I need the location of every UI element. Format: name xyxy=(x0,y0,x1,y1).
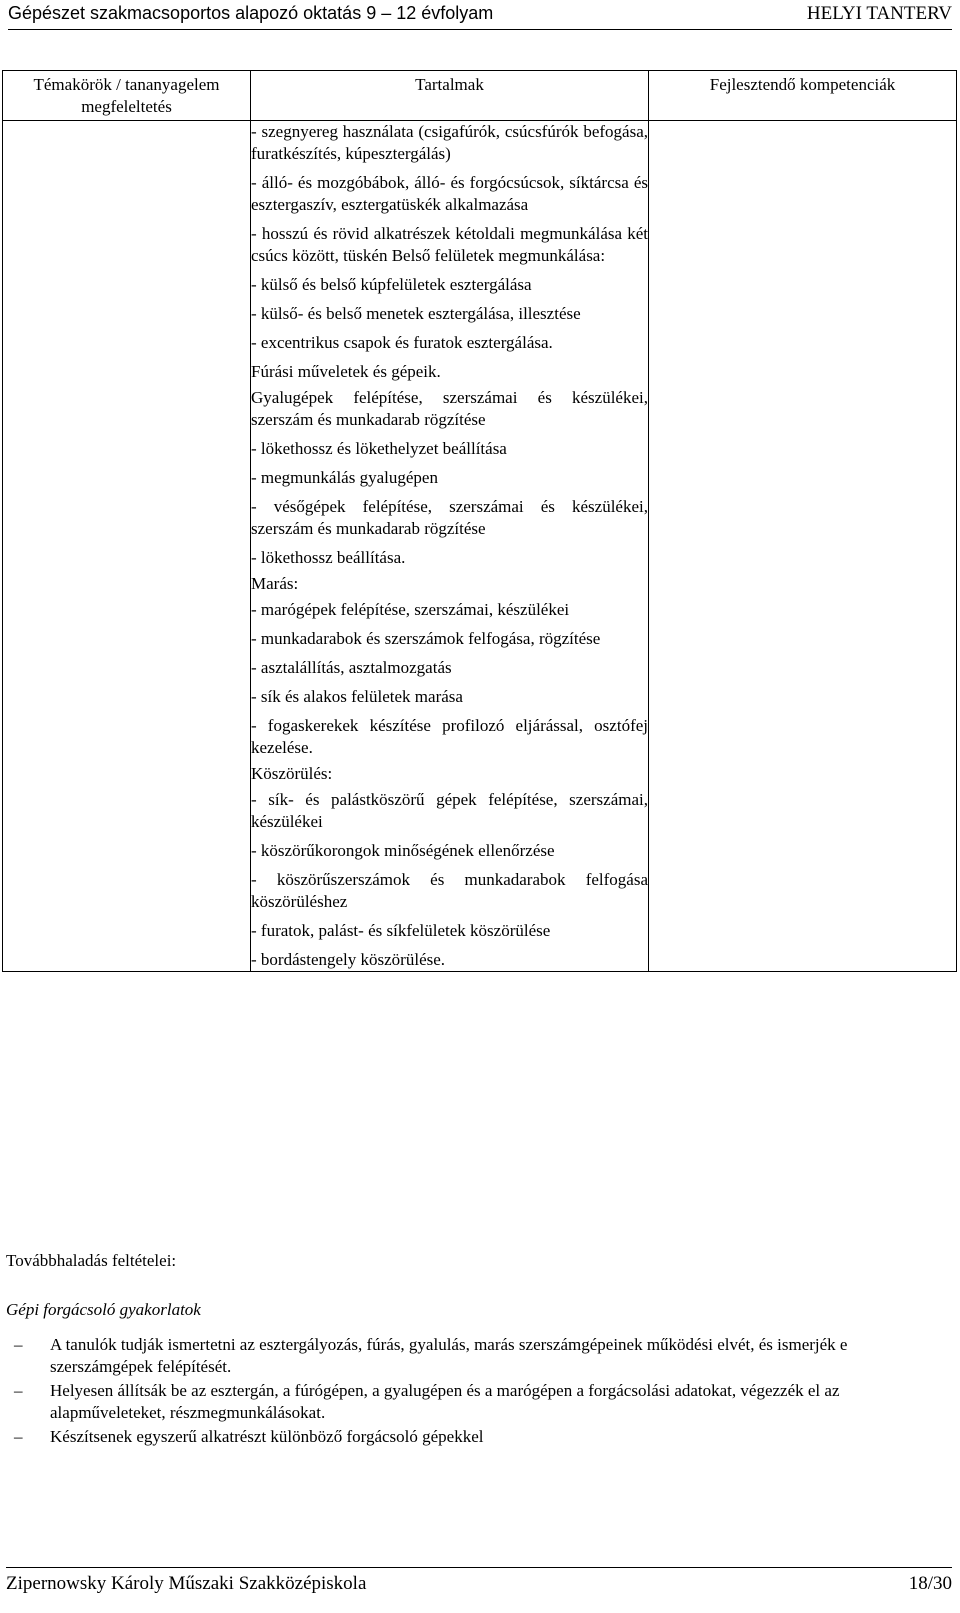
list-item: - asztalállítás, asztalmozgatás xyxy=(251,658,452,677)
list-item: - megmunkálás gyalugépen xyxy=(251,468,438,487)
dash-bullet-icon: – xyxy=(14,1427,23,1446)
list-item: - furatok, palást- és síkfelületek köszörülése xyxy=(251,921,551,940)
column-header-topics: Témakörök / tananyagelem megfeleltetés xyxy=(3,71,251,121)
progression-requirements-title: Továbbhaladás feltételei: xyxy=(6,1251,177,1270)
list-item: - álló- és mozgóbábok, álló- és forgócsúcsok, síktárcsa és esztergaszív, esztergatüskék alkalmazása xyxy=(251,173,648,214)
list-item: - munkadarabok és szerszámok felfogása, rögzítése xyxy=(251,629,601,648)
list-item xyxy=(6,1334,946,1378)
page-header xyxy=(8,0,952,30)
column-header-competencies: Fejlesztendő kompetenciák xyxy=(649,71,957,121)
list-item: - bordástengely köszörülése. xyxy=(251,950,446,969)
curriculum-table xyxy=(2,70,957,972)
table-row xyxy=(3,121,957,972)
list-item: - hosszú és rövid alkatrészek kétoldali megmunkálása két csúcs között, tüskén Belső felületek megmunkálása: xyxy=(251,224,648,265)
list-item: - külső- és belső menetek esztergálása, illesztése xyxy=(251,304,581,323)
list-item: - fogaskerekek készítése profilozó eljárással, osztófej kezelése. xyxy=(251,716,648,757)
footer-rule xyxy=(6,1567,952,1568)
list-item: - köszörűkorongok minőségének ellenőrzése xyxy=(251,841,555,860)
topics-cell xyxy=(3,121,251,972)
list-item: - köszörűszerszámok és munkadarabok felfogása köszörüléshez xyxy=(251,870,648,911)
requirements-list xyxy=(6,1334,946,1450)
section-heading: Marás: xyxy=(251,574,299,593)
list-item: - külső és belső kúpfelületek esztergálása xyxy=(251,275,532,294)
column-header-contents: Tartalmak xyxy=(251,71,649,121)
list-item: - sík- és palástköszörű gépek felépítése, szerszámai, készülékei xyxy=(251,790,648,831)
dash-bullet-icon: – xyxy=(14,1381,23,1400)
contents-cell xyxy=(251,121,649,972)
list-item-text: Készítsenek egyszerű alkatrészt különböző forgácsoló gépekkel xyxy=(50,1427,484,1446)
footer-school-name: Zipernowsky Károly Műszaki Szakközépiskola xyxy=(6,1573,367,1594)
list-item xyxy=(6,1380,946,1424)
dash-bullet-icon: – xyxy=(14,1335,23,1354)
section-heading: Köszörülés: xyxy=(251,764,333,783)
list-item: Gyalugépek felépítése, szerszámai és készülékei, szerszám és munkadarab rögzítése xyxy=(251,388,648,429)
section-heading: Fúrási műveletek és gépeik. xyxy=(251,362,441,381)
list-item xyxy=(6,1426,946,1448)
list-item: - lökethossz beállítása. xyxy=(251,548,406,567)
table-header-row xyxy=(3,71,957,121)
header-curriculum-label: HELYI TANTERV xyxy=(806,3,952,24)
list-item: - szegnyereg használata (csigafúrók, csúcsfúrók befogása, furatkészítés, kúpesztergálás) xyxy=(251,122,648,163)
list-item: - lökethossz és lökethelyzet beállítása xyxy=(251,439,507,458)
list-item: - vésőgépek felépítése, szerszámai és készülékei, szerszám és munkadarab rögzítése xyxy=(251,497,648,538)
list-item: - excentrikus csapok és furatok esztergálása. xyxy=(251,333,553,352)
competencies-cell xyxy=(649,121,957,972)
header-title: Gépészet szakmacsoportos alapozó oktatás 9 – 12 évfolyam xyxy=(8,3,494,23)
list-item: - sík és alakos felületek marása xyxy=(251,687,463,706)
subject-subtitle: Gépi forgácsoló gyakorlatok xyxy=(6,1300,201,1319)
list-item: - marógépek felépítése, szerszámai, készülékei xyxy=(251,600,570,619)
header-rule xyxy=(8,29,952,30)
list-item-text: A tanulók tudják ismertetni az esztergályozás, fúrás, gyalulás, marás szerszámgépeinek működési elvét, és ismerjék e szerszámgépek felépítését. xyxy=(50,1335,848,1376)
list-item-text: Helyesen állítsák be az esztergán, a fúrógépen, a gyalugépen és a marógépen a forgácsolási adatokat, végezzék el az alapműveleteket, részmegmunkálásokat. xyxy=(50,1381,840,1422)
page-number: 18/30 xyxy=(908,1573,952,1594)
